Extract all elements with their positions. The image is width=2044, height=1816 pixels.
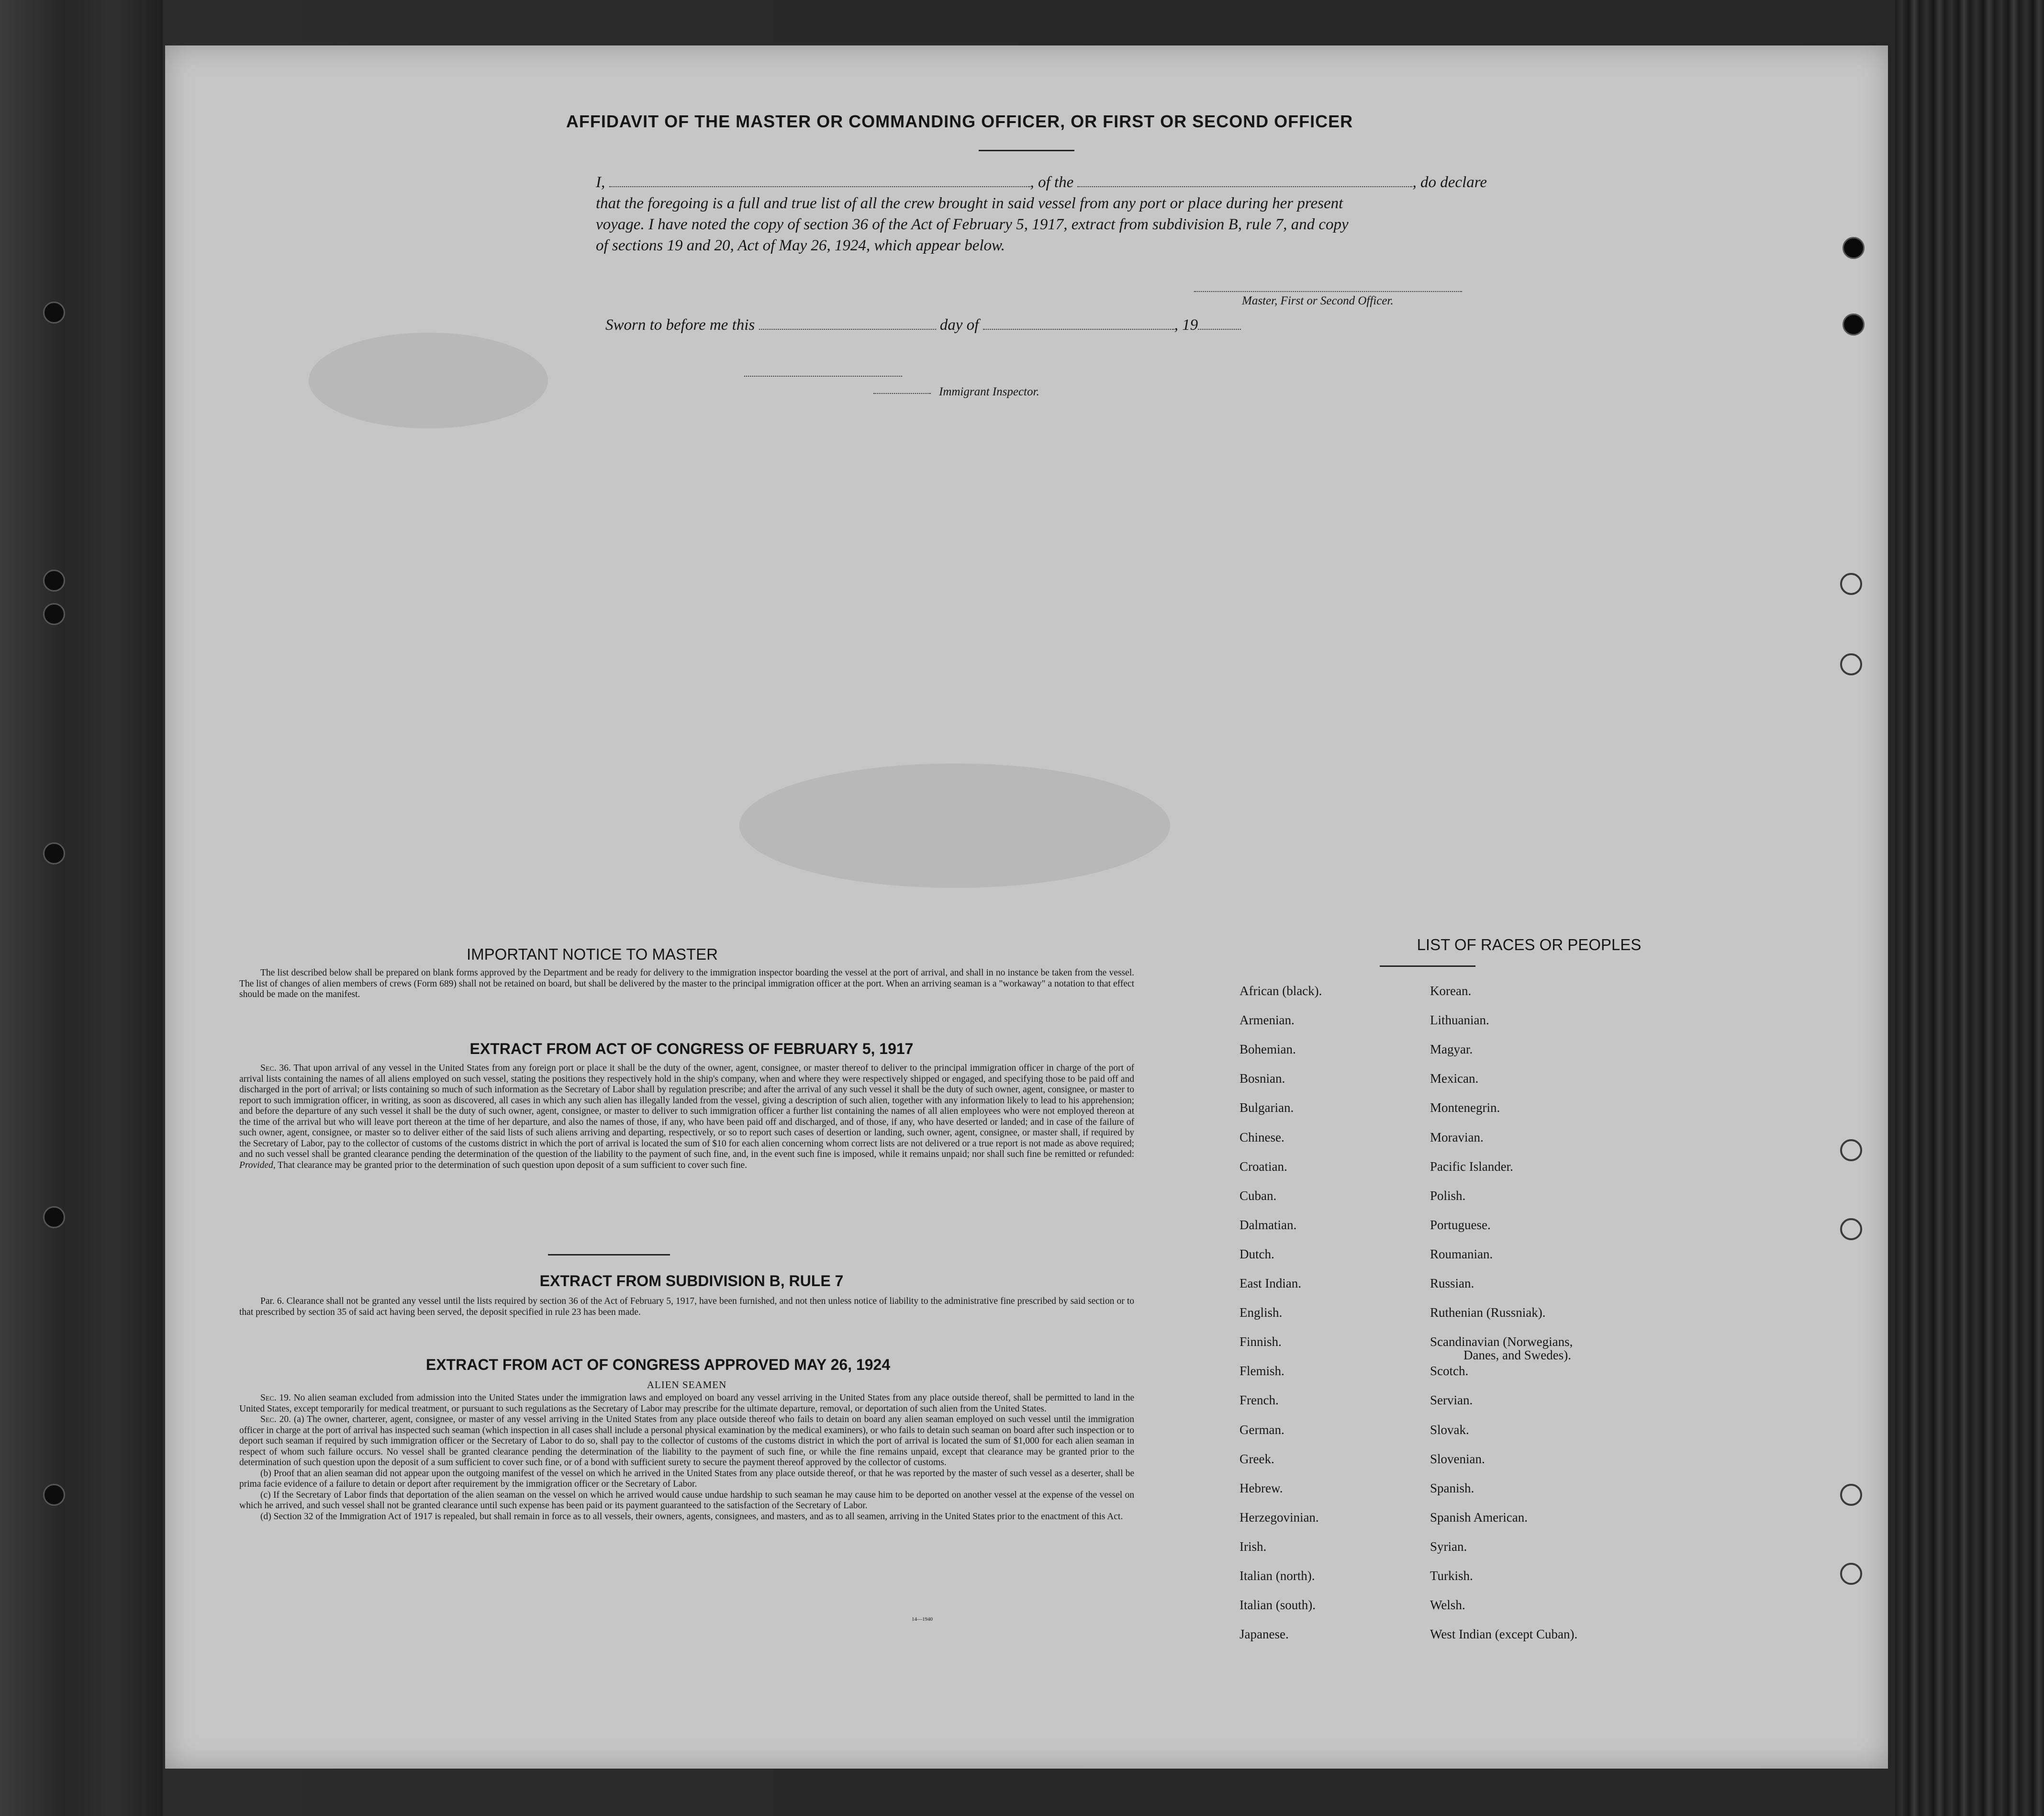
alien-seamen-subtitle: ALIEN SEAMEN: [647, 1379, 727, 1390]
punch-hole: [43, 1484, 65, 1506]
race-item: Dalmatian.: [1240, 1217, 1297, 1232]
race-item: Irish.: [1240, 1539, 1267, 1554]
declarant-prefix: I,: [596, 174, 605, 191]
race-item: French.: [1240, 1393, 1279, 1408]
section-20a-text: (a) The owner, charterer, agent, consignee, or master of any vessel arriving in the United States from any place outside thereof who fails to detain on board any alien seaman employed on such vessel until the immigration officer in charge at the port of arrival has inspected such seaman (which inspection in all cases shall include a personal physical examination by the medical examiners), or who fails to detain such seaman on board after such inspection or to deport such seaman if required by such immigration officer or the Secretary of Labor to do so, shall pay to the collector of customs of the customs district in which the port of arrival is located the sum of $1,000 for each alien seaman in respect of whom such failure occurs. No vessel shall be granted clearance pending the determination of the liability to the payment of such fine, or while the fine remains unpaid, except that clearance may be granted prior to the determination of such question upon the deposit of a sum sufficient to cover such fine, or of a bond with sufficient surety to secure the payment thereof approved by the collector of customs.: [239, 1414, 1134, 1468]
paper-stain: [739, 763, 1170, 888]
race-item: Flemish.: [1240, 1364, 1284, 1379]
race-item: Pacific Islander.: [1430, 1159, 1513, 1174]
race-item: East Indian.: [1240, 1276, 1301, 1290]
rule-7-paragraph: Par. 6. Clearance shall not be granted any vessel until the lists required by section 36 of the Act of February 5, 1917, have been furnished, and not then unless notice of liability to the administrative fine prescribed by said section or to that prescribed by section 35 of said act having been served, the deposit specified in rule 23 has been made.: [239, 1296, 1134, 1317]
vessel-name-field[interactable]: [1077, 186, 1412, 187]
affidavit-text-line: that the foregoing is a full and true list of all the crew brought in said vessel from any port or place during her present: [596, 195, 1343, 212]
sworn-month-field[interactable]: [983, 329, 1174, 330]
punch-hole: [43, 1206, 65, 1228]
reinforcement-ring: [1840, 1139, 1862, 1161]
race-item: Croatian.: [1240, 1159, 1287, 1174]
inspector-signature-caption: Immigrant Inspector.: [939, 385, 1039, 398]
section-20c-text: (c) If the Secretary of Labor finds that deportation of the alien seaman on the vessel on which he arrived would cause undue hardship to such seaman he may cause him to be deported on another vessel at the expense of the vessel on which he arrived, and such vessel shall not be granted clearance until such expense has been paid or its payment guaranteed to the satisfaction of the Secretary of Labor.: [239, 1490, 1134, 1511]
race-item: Scandinavian (Norwegians,: [1430, 1334, 1573, 1349]
races-title: LIST OF RACES OR PEOPLES: [1417, 936, 1642, 953]
race-item: Moravian.: [1430, 1130, 1484, 1144]
affidavit-title: AFFIDAVIT OF THE MASTER OR COMMANDING OFFICER, OR FIRST OR SECOND OFFICER: [566, 112, 1353, 131]
do-declare-text: , do declare: [1412, 174, 1487, 191]
binder-right-edge: [1895, 0, 2044, 1816]
reinforcement-ring: [1840, 573, 1862, 595]
race-item: Slovak.: [1430, 1422, 1469, 1437]
title-rule: [979, 150, 1074, 151]
race-item: Spanish.: [1430, 1480, 1474, 1495]
rule-7-title: EXTRACT FROM SUBDIVISION B, RULE 7: [539, 1272, 844, 1289]
race-item: Armenian.: [1240, 1013, 1295, 1028]
race-item: Servian.: [1430, 1393, 1473, 1408]
provided-word: Provided,: [239, 1160, 276, 1170]
punch-hole: [43, 603, 65, 625]
section-label: Sec. 19.: [260, 1393, 291, 1403]
race-item: Dutch.: [1240, 1246, 1274, 1261]
race-item: Slovenian.: [1430, 1451, 1485, 1466]
race-item: Hebrew.: [1240, 1480, 1283, 1495]
section-20d-text: (d) Section 32 of the Immigration Act of 1917 is repealed, but shall remain in force as to all vessels, their owners, agents, consignees, and masters, and as to all seamen, arriving in the United States prior to the enactment of this Act.: [260, 1511, 1123, 1522]
races-title-rule: [1380, 965, 1475, 967]
notice-paragraph: The list described below shall be prepared on blank forms approved by the Department and be ready for delivery to the immigration inspector boarding the vessel at the port of arrival, and shall in no instance be taken from the vessel. The list of changes of alien members of crews (Form 689) shall not be retained on board, but shall be delivered by the master to the principal immigration officer at the port. When an arriving seaman is a "workaway" a notation to that effect should be made on the manifest.: [239, 968, 1134, 999]
race-item: Chinese.: [1240, 1130, 1284, 1144]
race-item: German.: [1240, 1422, 1284, 1437]
punch-hole: [1843, 314, 1865, 336]
reinforcement-ring: [1840, 653, 1862, 675]
race-item: Polish.: [1430, 1188, 1466, 1203]
inspector-signature-field-short[interactable]: [873, 393, 931, 394]
reinforcement-ring: [1840, 1218, 1862, 1240]
race-item: African (black).: [1240, 984, 1322, 998]
race-item: Japanese.: [1240, 1627, 1289, 1642]
master-signature-caption: Master, First or Second Officer.: [1242, 294, 1394, 307]
race-item: Greek.: [1240, 1451, 1274, 1466]
section-36-text: That upon arrival of any vessel in the United States from any foreign port or place it shall be the duty of the owner, agent, consignee, or master thereof to deliver to the principal immigration officer in charge of the port of arrival lists containing the names of all aliens employed on such vessel, stating the positions they respectively hold in the ship's company, when and where they were respectively shipped or engaged, and specifying those to be paid off and discharged in the port of arrival; or lists containing so much of such information as the Secretary of Labor shall by regulation prescribe; and after the arrival of any such vessel it shall be the duty of such owner, agent, consignee, or master to report to such immigration officer, in writing, as soon as discovered, all cases in which any such alien has illegally landed from the vessel, giving a description of such alien, together with any information likely to lead to his apprehension; and before the departure of any such vessel it shall be the duty of such owner, agent, consignee, or master to deliver to such immigration officer a further list containing the names of all alien employees who were not employed thereon at the time of the arrival but who will leave port thereon at the time of her departure, and also the names of those, if any, who have been paid off and discharged, and of those, if any, who have deserted or landed; and in case of the failure of such owner, agent, consignee, or master so to deliver either of the said lists of such aliens arriving and departing, respectively, or so to report such cases of desertion or landing, such owner, agent, consignee, or master shall, if required by the Secretary of Labor, pay to the collector of customs of the customs district in which the port of arrival is located the sum of $10 for each alien concerning whom correct lists are not delivered or a true report is not made as above required; and no such vessel shall be granted clearance pending the determination of the question of the liability to the payment of such fine, and, in the event such fine is imposed, while it remains unpaid; nor shall such fine be remitted or refunded:: [239, 1063, 1134, 1159]
race-item: Italian (south).: [1240, 1598, 1316, 1613]
section-20b-text: (b) Proof that an alien seaman did not appear upon the outgoing manifest of the vessel on which he arrived in the United States from any place outside thereof, or that he was reported by the master of such vessel as a deserter, shall be prima facie evidence of a failure to detain or deport after requirement by the immigration officer or the Secretary of Labor.: [239, 1468, 1134, 1489]
sworn-year-field[interactable]: [1198, 329, 1241, 330]
race-item: Portuguese.: [1430, 1217, 1491, 1232]
race-item: Danes, and Swedes).: [1463, 1348, 1571, 1363]
punch-hole: [1843, 237, 1865, 259]
section-label: Sec. 20.: [260, 1414, 291, 1424]
race-item: Montenegrin.: [1430, 1100, 1500, 1115]
reinforcement-ring: [1840, 1484, 1862, 1506]
race-item: Roumanian.: [1430, 1246, 1493, 1261]
notice-text: [239, 968, 1134, 1000]
section-rule: [548, 1254, 670, 1256]
sworn-line: [605, 316, 1241, 334]
section-19-text: No alien seaman excluded from admission into the United States under the immigration laws and employed on board any vessel arriving in the United States from any place outside thereof, shall be permitted to land in the United States, except temporarily for medical treatment, or pursuant to such regulations as the Secretary of Labor may prescribe for the ultimate departure, removal, or deportation of such alien from the United States.: [239, 1393, 1135, 1414]
day-of-text: day of: [939, 316, 979, 334]
sworn-text: Sworn to before me this: [605, 316, 755, 334]
race-item: Bosnian.: [1240, 1071, 1285, 1086]
affidavit-declaration-line: [596, 174, 1487, 191]
race-item: Syrian.: [1430, 1539, 1467, 1554]
paper-stain: [309, 333, 548, 428]
race-item: Scotch.: [1430, 1364, 1469, 1379]
year-prefix: , 19: [1174, 316, 1198, 334]
race-item: Finnish.: [1240, 1334, 1282, 1349]
section-36-text-end: That clearance may be granted prior to the determination of such question upon deposit of a sum sufficient to cover such fine.: [278, 1160, 748, 1170]
race-item: Lithuanian.: [1430, 1013, 1489, 1028]
race-item: Korean.: [1430, 984, 1472, 998]
race-item: West Indian (except Cuban).: [1430, 1627, 1578, 1642]
race-item: English.: [1240, 1305, 1283, 1320]
act-1917-title: EXTRACT FROM ACT OF CONGRESS OF FEBRUARY 5, 1917: [469, 1040, 914, 1057]
notice-title: IMPORTANT NOTICE TO MASTER: [467, 945, 718, 963]
race-item: Cuban.: [1240, 1188, 1277, 1203]
punch-hole: [43, 302, 65, 324]
sworn-day-field[interactable]: [759, 329, 936, 330]
race-item: Mexican.: [1430, 1071, 1479, 1086]
master-signature-field[interactable]: [1194, 291, 1462, 292]
binder-left-edge: [0, 0, 163, 1816]
reinforcement-ring: [1840, 1563, 1862, 1585]
race-item: Welsh.: [1430, 1598, 1465, 1613]
act-1924-text: [239, 1393, 1134, 1522]
act-1917-text: [239, 1063, 1134, 1171]
punch-hole: [43, 842, 65, 864]
race-item: Spanish American.: [1430, 1510, 1528, 1525]
of-the-text: , of the: [1030, 174, 1074, 191]
form-number: 14—1940: [912, 1616, 933, 1622]
race-item: Magyar.: [1430, 1042, 1473, 1057]
act-1924-title: EXTRACT FROM ACT OF CONGRESS APPROVED MAY 26, 1924: [425, 1356, 891, 1373]
declarant-name-field[interactable]: [609, 186, 1030, 187]
race-item: Ruthenian (Russniak).: [1430, 1305, 1546, 1320]
punch-hole: [43, 570, 65, 592]
race-item: Italian (north).: [1240, 1569, 1315, 1583]
race-item: Bohemian.: [1240, 1042, 1296, 1057]
affidavit-text-line: of sections 19 and 20, Act of May 26, 1924, which appear below.: [596, 237, 1005, 254]
race-item: Herzegovinian.: [1240, 1510, 1319, 1525]
rule-7-text: [239, 1296, 1134, 1318]
race-item: Bulgarian.: [1240, 1100, 1294, 1115]
affidavit-text-line: voyage. I have noted the copy of section 36 of the Act of February 5, 1917, extract from subdivision B, rule 7, and copy: [596, 216, 1349, 233]
race-item: Turkish.: [1430, 1569, 1473, 1583]
race-item: Russian.: [1430, 1276, 1474, 1290]
section-label: Sec. 36.: [260, 1063, 291, 1073]
inspector-signature-field[interactable]: [744, 376, 902, 377]
manifest-page: [165, 45, 1888, 1769]
